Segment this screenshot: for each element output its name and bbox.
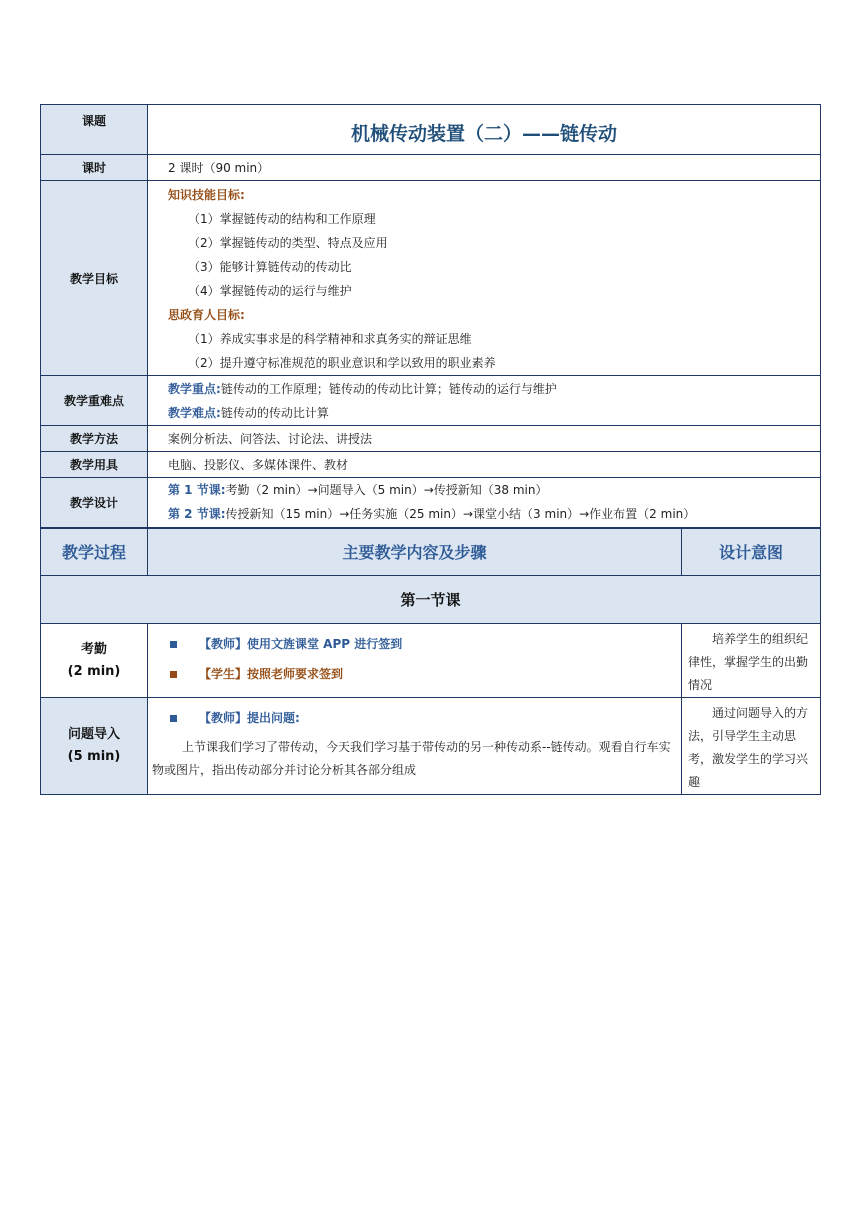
section-title: 第一节课 [41, 576, 821, 624]
methods-value: 案例分析法、问答法、讨论法、讲授法 [148, 426, 821, 452]
difficulty-text: 链传动的传动比计算 [220, 405, 329, 420]
ideology-title: 思政育人目标: [168, 308, 245, 322]
square-bullet-icon [170, 671, 177, 678]
intro-intent: 通过问题导入的方法，引导学生主动思考，激发学生的学习兴趣 [682, 698, 821, 795]
tools-row [41, 452, 821, 478]
ideology-item: （1）养成实事求是的科学精神和求真务实的辩证思维 [188, 332, 472, 346]
knowledge-item: （4）掌握链传动的运行与维护 [188, 284, 352, 298]
attendance-row [41, 624, 821, 698]
difficulty-label: 教学难点: [168, 405, 221, 420]
intro-paragraph: 上节课我们学习了带传动，今天我们学习基于带传动的另一种传动系--链传动。观看自行车实物或图片，指出传动部分并讨论分析其各部分组成 [152, 740, 671, 777]
knowledge-item: （2）掌握链传动的类型、特点及应用 [188, 236, 388, 250]
lesson-plan-table [40, 104, 821, 795]
design-row [41, 478, 821, 528]
intent-col-header: 设计意图 [682, 528, 821, 576]
tools-label: 教学用具 [41, 452, 148, 478]
square-bullet-icon [170, 715, 177, 722]
attendance-student-item [148, 662, 681, 686]
hours-value: 2 课时（90 min） [148, 155, 821, 181]
design-content [148, 478, 821, 528]
hours-label: 课时 [41, 155, 148, 181]
square-bullet-icon [170, 641, 177, 648]
lesson-plan-document [40, 104, 820, 795]
subject-title: 机械传动装置（二）——链传动 [148, 105, 821, 155]
intro-teacher-text: 【教师】提出问题: [199, 711, 300, 725]
intro-duration: (5 min) [67, 749, 121, 764]
lesson2-label: 第 2 节课: [168, 507, 226, 522]
lesson1-text: 考勤（2 min）→问题导入（5 min）→传授新知（38 min） [225, 483, 548, 498]
focus-label: 教学重点: [168, 381, 221, 396]
subject-label: 课题 [41, 105, 148, 155]
methods-row [41, 426, 821, 452]
intro-stage-cell [41, 698, 148, 795]
process-col-header: 教学过程 [41, 528, 148, 576]
objectives-label: 教学目标 [41, 181, 148, 376]
intro-teacher-item [148, 706, 681, 736]
intro-row [41, 698, 821, 795]
knowledge-title: 知识技能目标: [168, 188, 245, 202]
intro-stage: 问题导入 [67, 727, 120, 742]
key-points-label: 教学重难点 [41, 376, 148, 426]
content-col-header: 主要教学内容及步骤 [148, 528, 682, 576]
methods-label: 教学方法 [41, 426, 148, 452]
tools-value: 电脑、投影仪、多媒体课件、教材 [148, 452, 821, 478]
process-header-row [41, 528, 821, 576]
knowledge-item: （1）掌握链传动的结构和工作原理 [188, 212, 376, 226]
hours-row [41, 155, 821, 181]
lesson2-text: 传授新知（15 min）→任务实施（25 min）→课堂小结（3 min）→作业布置（2 min） [225, 507, 696, 522]
objectives-content [148, 181, 821, 376]
key-points-content [148, 376, 821, 426]
attendance-content [148, 624, 682, 698]
attendance-teacher-text: 【教师】使用文旌课堂 APP 进行签到 [199, 637, 403, 651]
subject-row [41, 105, 821, 155]
section-row [41, 576, 821, 624]
design-label: 教学设计 [41, 478, 148, 528]
attendance-stage-cell [41, 624, 148, 698]
focus-text: 链传动的工作原理；链传动的传动比计算；链传动的运行与维护 [220, 381, 557, 396]
key-points-row [41, 376, 821, 426]
attendance-stage: 考勤 [80, 641, 107, 657]
attendance-teacher-item [148, 632, 681, 662]
objectives-row [41, 181, 821, 376]
attendance-student-text: 【学生】按照老师要求签到 [199, 667, 344, 681]
intro-content [148, 698, 682, 795]
knowledge-item: （3）能够计算链传动的传动比 [188, 260, 352, 274]
ideology-item: （2）提升遵守标准规范的职业意识和学以致用的职业素养 [188, 356, 496, 370]
attendance-intent: 培养学生的组织纪律性，掌握学生的出勤情况 [682, 624, 821, 698]
attendance-duration: (2 min) [67, 663, 121, 679]
lesson1-label: 第 1 节课: [168, 483, 226, 498]
